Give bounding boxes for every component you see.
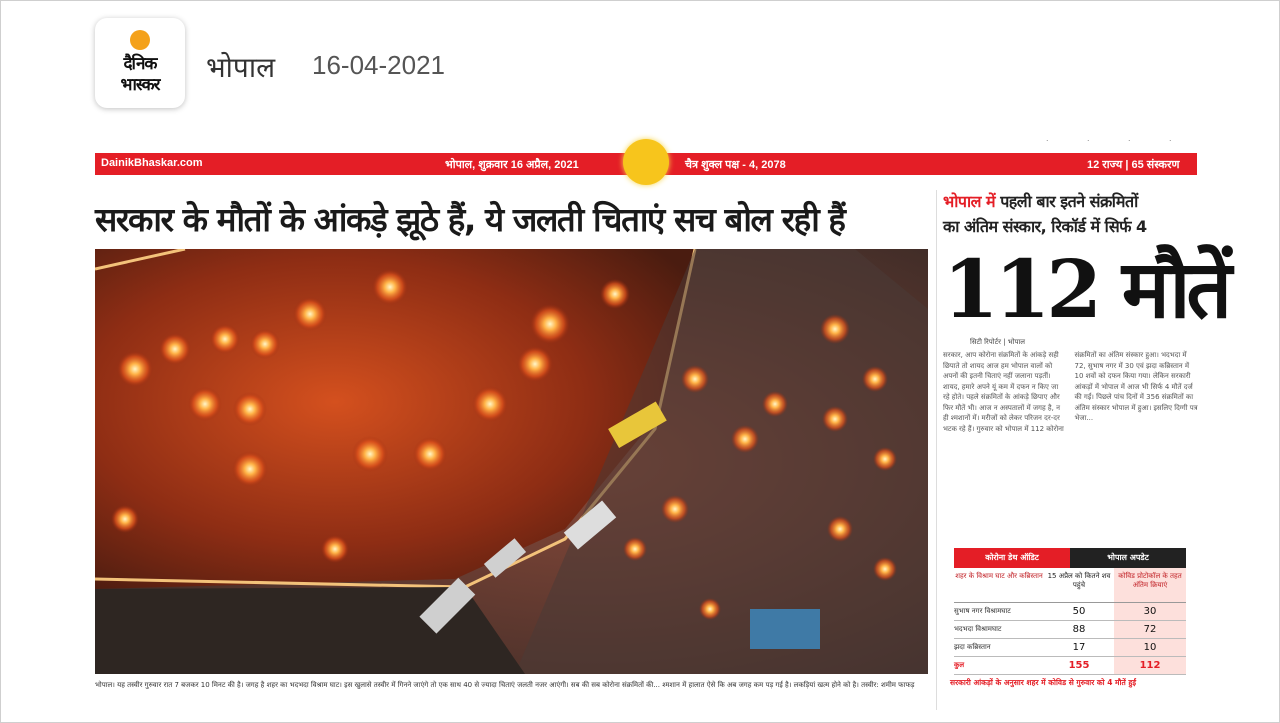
total-label: कुल (954, 661, 965, 669)
page-top-marks: . . . . (1046, 133, 1190, 143)
kicker-city: भोपाल में (943, 192, 996, 211)
table-total-row (954, 657, 1186, 675)
col-header-arrived: 15 अप्रैल को कितने शव पहुंचे (1047, 572, 1111, 589)
row-covid: 72 (1114, 621, 1186, 638)
table-row (954, 603, 1186, 621)
story-byline: सिटी रिपोर्टर | भोपाल (970, 338, 1026, 346)
table-footnote: सरकारी आंकड़ों के अनुसार शहर में कोविड से गुरुवार को 4 मौतें हुईं (950, 678, 1137, 687)
table-column-headers (954, 568, 1186, 603)
masthead-sun-icon (623, 139, 669, 185)
table-title-left: कोरोना डेथ ऑडिट (954, 548, 1070, 568)
table-header (954, 548, 1186, 568)
story-big-number: 112 मौतें (943, 242, 1229, 336)
row-place: सुभाष नगर विश्रामघाट (954, 607, 1011, 615)
col-header-place: शहर के विश्राम घाट और कब्रिस्तान (955, 572, 1043, 580)
edition-city: भोपाल (206, 51, 276, 84)
edition-date: 16-04-2021 (312, 50, 445, 80)
masthead-dateline: भोपाल, शुक्रवार 16 अप्रैल, 2021 (445, 159, 579, 171)
logo-line-2: भास्कर (120, 75, 160, 95)
cremation-ground-photo (95, 249, 928, 674)
masthead-site: DainikBhaskar.com (101, 157, 203, 169)
sun-icon (130, 30, 150, 50)
row-covid: 30 (1114, 603, 1186, 620)
death-audit-table (954, 548, 1186, 675)
photo-caption: भोपाल। यह तस्वीर गुरुवार रात 7 बजकर 10 मिनट की है। जगह है शहर का भदभदा विश्राम घाट। इस खुलासे तस्वीर में गिनने जाएंगे तो एक साथ 40 से ज्यादा चिताएं जलती नजर आएंगी। सब की सब कोरोना संक्रमितों की... श्मशान में हालात ऐसे कि अब जगह कम पड़ गई है। लकड़ियां खत्म होने को है। तस्वीर: शमीम फाफड़ (95, 681, 915, 689)
table-row (954, 621, 1186, 639)
masthead-edition: 12 राज्य | 65 संस्करण (1087, 159, 1180, 171)
row-place: भदभदा विश्रामघाट (954, 625, 1002, 633)
kicker-text: पहली बार इतने संक्रमितों (995, 192, 1138, 211)
story-body: सरकार, आप कोरोना संक्रमितों के आंकड़े सही छिपाते तो शायद आज हम भोपाल वालों को अपनों की इतनी चिताएं नहीं जलाना पड़तीं। शायद, हमारे अपने यूं कम में दफन न किए जा रहे होते। पहले संक्रमितों के आंकड़े छिपाए और फिर मौतें भी। आज न अस्पतालों में जगह है, न ही श्मशानों में। मरीजों को लेकर परिजन दर-दर भटक रहे हैं। गुरुवार को भोपाल में 112 कोरोना संक्रमितों का अंतिम संस्कार हुआ। भदभदा में 72, सुभाष नगर में 30 एवं झदा कब्रिस्तान में 10 शवों को दफन किया गया। लेकिन सरकारी आंकड़ों में भोपाल में आज भी सिर्फ 4 मौतें दर्ज की गईं। पिछले पांच दिनों में 356 संक्रमितों का अंतिम संस्कार भोपाल में हुआ। इसलिए दिग्गी पत्र भेजा... (943, 351, 1198, 433)
row-covid: 10 (1114, 639, 1186, 656)
main-headline: सरकार के मौतों के आंकड़े झूठे हैं, ये जलती चिताएं सच बोल रही हैं (95, 200, 845, 239)
story-kicker-line-2: का अंतिम संस्कार, रिकॉर्ड में सिर्फ 4 (943, 217, 1147, 236)
row-arrived: 50 (1072, 606, 1086, 617)
total-covid: 112 (1114, 657, 1186, 674)
aerial-pyres-image (95, 249, 928, 674)
story-kicker-line-1 (943, 190, 1138, 212)
dainik-bhaskar-logo[interactable] (95, 18, 185, 108)
row-arrived: 17 (1072, 642, 1086, 653)
table-title-right: भोपाल अपडेट (1070, 548, 1186, 568)
row-arrived: 88 (1072, 624, 1086, 635)
column-divider (936, 190, 937, 710)
row-place: झदा कब्रिस्तान (954, 643, 991, 651)
total-arrived: 155 (1068, 660, 1090, 671)
table-row (954, 639, 1186, 657)
logo-line-1: दैनिक (123, 54, 157, 74)
masthead-tithi: चैत्र शुक्ल पक्ष - 4, 2078 (685, 159, 786, 171)
col-header-covid: कोविड प्रोटोकॉल के तहत अंतिम क्रियाएं (1114, 568, 1186, 602)
